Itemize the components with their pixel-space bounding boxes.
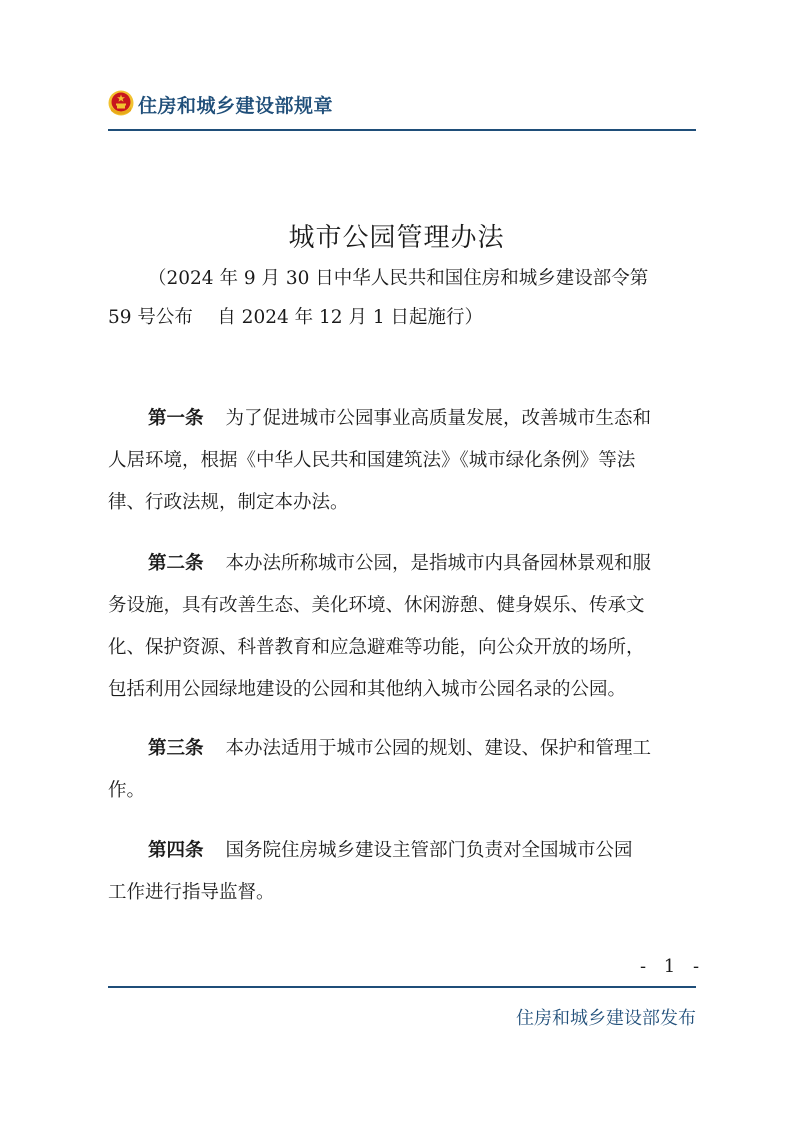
article-text-line: 包括利用公园绿地建设的公园和其他纳入城市公园名录的公园。 bbox=[108, 679, 627, 700]
article-text-line: 国务院住房城乡建设主管部门负责对全国城市公园 bbox=[225, 840, 633, 861]
article-text-line: 作。 bbox=[108, 780, 146, 801]
article-label: 第二条 bbox=[148, 553, 204, 574]
national-emblem-icon bbox=[108, 90, 134, 116]
article-label: 第三条 bbox=[148, 738, 204, 759]
header-divider bbox=[108, 129, 696, 131]
article-text-line: 化、保护资源、科普教育和应急避难等功能，向公众开放的场所， bbox=[108, 637, 645, 658]
article-3 bbox=[108, 728, 696, 812]
article-2 bbox=[108, 543, 696, 711]
article-label: 第一条 bbox=[148, 408, 204, 429]
article-text-line: 本办法所称城市公园，是指城市内具备园林景观和服 bbox=[225, 553, 652, 574]
article-text-line: 人居环境，根据《中华人民共和国建筑法》《城市绿化条例》等法 bbox=[108, 450, 636, 471]
article-text-line: 工作进行指导监督。 bbox=[108, 882, 275, 903]
article-text-line: 务设施，具有改善生态、美化环境、休闲游憩、健身娱乐、传承文 bbox=[108, 595, 645, 616]
article-4 bbox=[108, 830, 696, 914]
page-header bbox=[108, 86, 696, 130]
article-1 bbox=[108, 398, 696, 524]
footer-publisher: 住房和城乡建设部发布 bbox=[516, 1008, 696, 1029]
article-text-line: 为了促进城市公园事业高质量发展，改善城市生态和 bbox=[225, 408, 652, 429]
article-text-line: 本办法适用于城市公园的规划、建设、保护和管理工 bbox=[225, 738, 652, 759]
article-text-line: 律、行政法规，制定本办法。 bbox=[108, 492, 349, 513]
document-title: 城市公园管理办法 bbox=[288, 223, 505, 253]
document-subtitle-line: 59 号公布 自 2024 年 12 月 1 日起施行） bbox=[108, 307, 483, 328]
document-subtitle-line: （2024 年 9 月 30 日中华人民共和国住房和城乡建设部令第 bbox=[148, 268, 649, 289]
page-number: - 1 - bbox=[640, 956, 706, 977]
footer-divider bbox=[108, 986, 696, 988]
article-label: 第四条 bbox=[148, 840, 204, 861]
header-title: 住房和城乡建设部规章 bbox=[138, 95, 334, 117]
